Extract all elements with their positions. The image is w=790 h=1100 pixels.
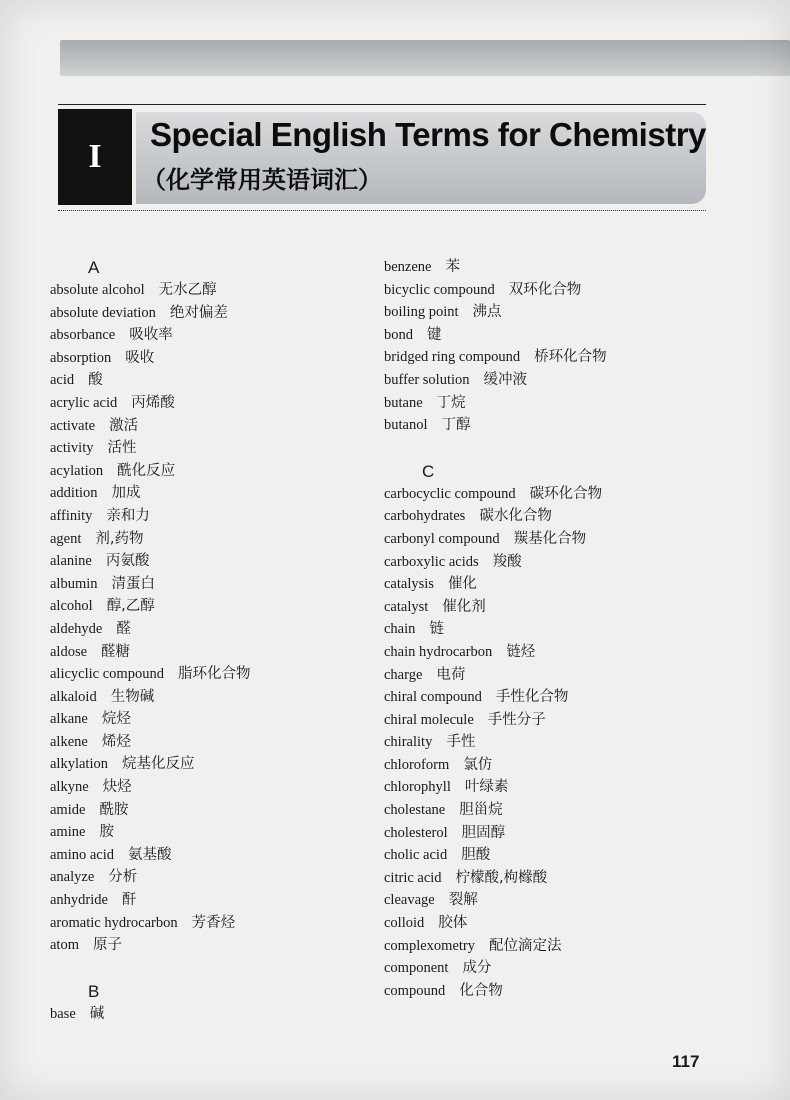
term-chinese: 胶体 — [438, 915, 468, 932]
term-english: acylation — [50, 462, 104, 479]
term-chinese: 烷烃 — [101, 711, 131, 728]
term-english: charge — [384, 666, 423, 683]
term-english: complexometry — [384, 937, 476, 954]
term-english: absorption — [50, 349, 112, 366]
term-english: bridged ring compound — [384, 349, 521, 366]
term-chinese: 烯烃 — [101, 733, 131, 750]
term-english: chirality — [384, 734, 433, 751]
term-chinese: 丙氨酸 — [105, 553, 150, 570]
term-chinese: 丁烷 — [436, 394, 466, 411]
term-chinese: 丙烯酸 — [131, 394, 175, 411]
chapter-number: I — [88, 138, 102, 175]
term-english: buffer solution — [384, 371, 470, 388]
section-letter: A — [88, 258, 100, 277]
term-english: aromatic hydrocarbon — [50, 914, 178, 931]
term-english: cholesterol — [384, 824, 448, 841]
term-chinese: 催化 — [447, 576, 477, 593]
term-chinese: 活性 — [107, 440, 137, 457]
term-english: bond — [384, 326, 413, 343]
term-english: carboxylic acids — [384, 553, 479, 570]
term-chinese: 沸点 — [472, 304, 502, 321]
term-chinese: 裂解 — [448, 892, 478, 909]
term-chinese: 电荷 — [436, 666, 466, 683]
term-english: citric acid — [384, 869, 442, 886]
term-chinese: 氯仿 — [463, 756, 493, 773]
term-english: absolute deviation — [50, 304, 156, 321]
term-chinese: 酰化反应 — [117, 462, 176, 479]
term-english: analyze — [50, 869, 95, 886]
term-english: activity — [50, 440, 94, 457]
term-english: colloid — [384, 915, 425, 932]
term-chinese: 氨基酸 — [128, 846, 172, 863]
term-chinese: 胆甾烷 — [459, 802, 503, 819]
section-letter: B — [88, 981, 100, 1001]
term-english: cleavage — [384, 892, 435, 909]
term-chinese: 缓冲液 — [483, 371, 528, 388]
term-chinese: 分析 — [108, 869, 138, 886]
page-number: 117 — [672, 1052, 700, 1071]
term-chinese: 剂,药物 — [95, 530, 144, 547]
term-english: alicyclic compound — [50, 666, 164, 683]
term-english: anhydride — [50, 892, 108, 909]
term-chinese: 绝对偏差 — [169, 304, 228, 321]
term-english: cholestane — [384, 802, 446, 819]
term-chinese: 酐 — [121, 892, 137, 909]
term-english: acrylic acid — [50, 394, 118, 411]
term-chinese: 加成 — [111, 485, 141, 502]
term-chinese: 吸收率 — [129, 327, 173, 344]
term-english: carbocyclic compound — [384, 485, 516, 502]
term-english: compound — [384, 982, 446, 999]
term-english: alkylation — [50, 756, 108, 773]
section-letter: C — [422, 461, 435, 481]
term-english: acid — [50, 372, 75, 389]
term-english: catalysis — [384, 576, 434, 593]
term-english: boiling point — [384, 304, 459, 321]
term-chinese: 醛 — [116, 620, 131, 637]
term-english: activate — [50, 417, 96, 434]
term-english: benzene — [384, 259, 432, 275]
term-chinese: 原子 — [93, 937, 122, 954]
term-chinese: 成分 — [462, 960, 492, 977]
term-english: butanol — [384, 417, 428, 434]
term-chinese: 激活 — [109, 417, 139, 434]
term-chinese: 碳环化合物 — [529, 485, 603, 502]
page-subtitle: （化学常用英语词汇） — [142, 166, 382, 194]
term-chinese: 无水乙醇 — [158, 282, 217, 298]
term-chinese: 酸 — [88, 372, 103, 389]
term-english: alkaloid — [50, 688, 97, 705]
term-english: butane — [384, 394, 423, 411]
term-english: alkyne — [50, 779, 89, 796]
term-chinese: 双环化合物 — [508, 281, 582, 298]
term-chinese: 叶绿素 — [464, 779, 509, 796]
term-english: agent — [50, 530, 82, 547]
term-english: atom — [50, 937, 79, 954]
term-english: amide — [50, 801, 86, 818]
term-chinese: 链烃 — [506, 643, 536, 660]
term-chinese: 碱 — [89, 1005, 105, 1022]
term-chinese: 醛糖 — [101, 643, 131, 660]
term-chinese: 脂环化合物 — [177, 666, 251, 683]
term-english: absolute alcohol — [50, 282, 145, 298]
term-chinese: 羰基化合物 — [513, 530, 587, 547]
term-chinese: 苯 — [445, 259, 460, 275]
term-english: addition — [50, 485, 98, 502]
term-chinese: 酰胺 — [99, 801, 129, 818]
term-english: alkene — [50, 733, 88, 750]
term-chinese: 手性 — [446, 734, 476, 751]
term-english: cholic acid — [384, 847, 448, 864]
term-english: chloroform — [384, 756, 450, 773]
term-chinese: 胆酸 — [461, 847, 491, 864]
term-chinese: 桥环化合物 — [534, 349, 607, 366]
term-chinese: 醇,乙醇 — [106, 598, 155, 615]
term-chinese: 催化剂 — [442, 598, 486, 615]
term-chinese: 清蛋白 — [111, 575, 156, 592]
term-chinese: 胆固醇 — [461, 824, 506, 841]
term-english: catalyst — [384, 598, 429, 615]
term-chinese: 丁醇 — [441, 417, 471, 434]
term-chinese: 烷基化反应 — [122, 756, 195, 773]
term-chinese: 键 — [427, 326, 442, 343]
term-english: chiral molecule — [384, 711, 474, 728]
term-english: albumin — [50, 575, 98, 592]
term-english: absorbance — [50, 327, 116, 344]
term-english: chain hydrocarbon — [384, 643, 493, 660]
term-english: alanine — [50, 553, 92, 570]
term-english: alkane — [50, 711, 88, 728]
term-chinese: 芳香烃 — [191, 914, 236, 931]
term-chinese: 羧酸 — [492, 553, 522, 570]
term-chinese: 手性分子 — [487, 711, 546, 728]
term-english: chain — [384, 621, 416, 638]
term-english: alcohol — [50, 598, 93, 615]
term-english: aldehyde — [50, 620, 103, 637]
term-english: chiral compound — [384, 689, 482, 706]
term-english: bicyclic compound — [384, 281, 495, 298]
term-english: base — [50, 1005, 76, 1022]
term-chinese: 手性化合物 — [495, 689, 569, 706]
term-english: component — [384, 960, 449, 977]
term-english: amine — [50, 824, 86, 841]
term-chinese: 胺 — [99, 824, 114, 841]
term-english: carbonyl compound — [384, 530, 500, 547]
term-english: amino acid — [50, 846, 115, 863]
term-english: aldose — [50, 643, 88, 660]
term-chinese: 炔烃 — [102, 779, 132, 796]
term-chinese: 吸收 — [125, 349, 155, 366]
page-title: Special English Terms for Chemistry — [150, 116, 706, 153]
term-chinese: 碳水化合物 — [479, 508, 552, 525]
term-english: affinity — [50, 507, 93, 524]
term-english: carbohydrates — [384, 508, 466, 525]
term-chinese: 生物碱 — [110, 688, 155, 705]
term-chinese: 链 — [429, 621, 444, 638]
term-chinese: 亲和力 — [106, 507, 150, 524]
term-chinese: 化合物 — [459, 982, 503, 999]
term-chinese: 配位滴定法 — [489, 937, 562, 954]
term-english: chlorophyll — [384, 779, 451, 796]
term-chinese: 柠檬酸,枸橼酸 — [455, 869, 548, 886]
